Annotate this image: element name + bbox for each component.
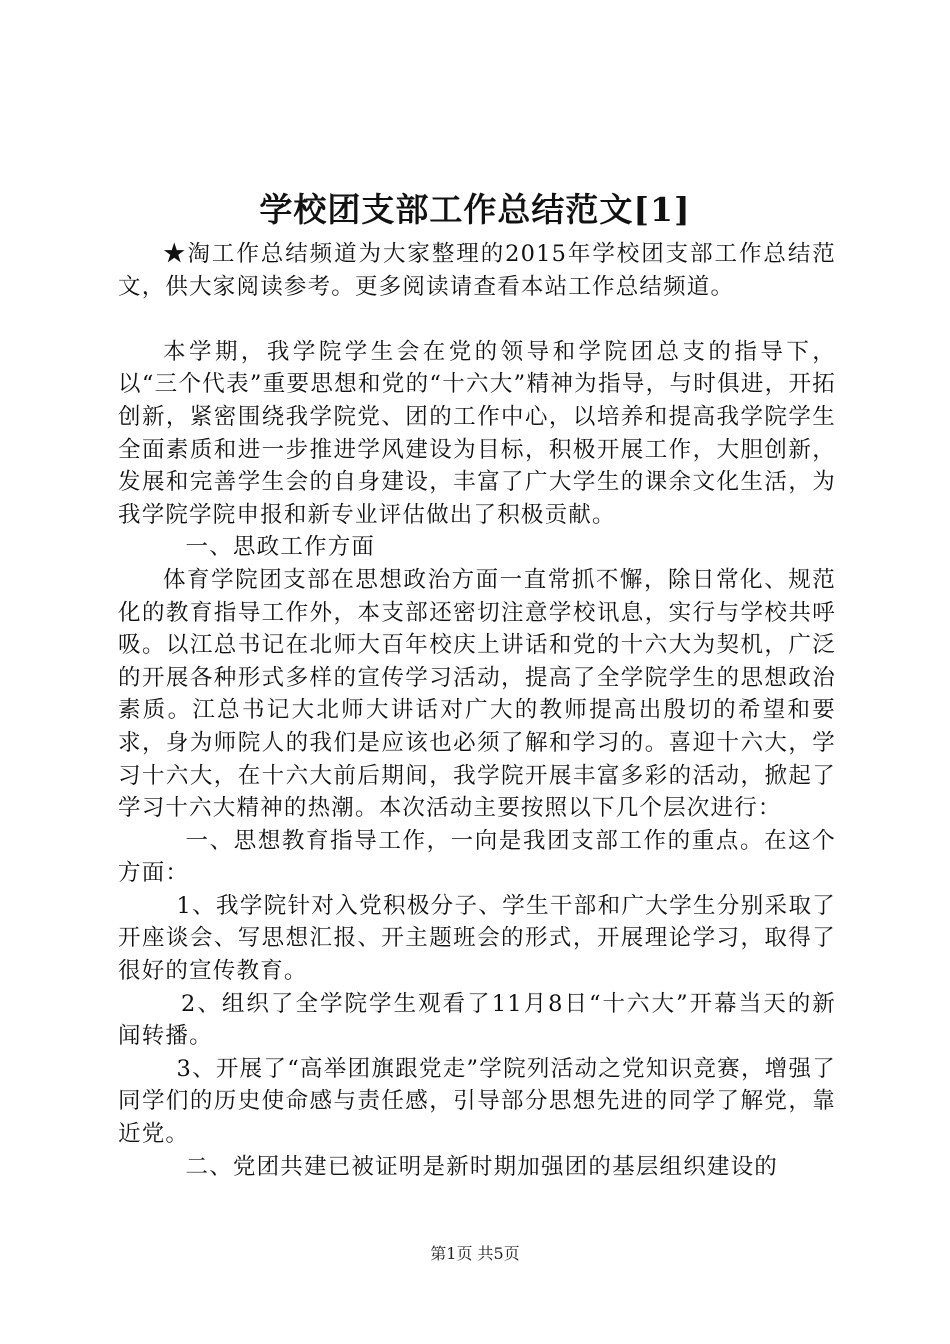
page-footer: 第1页 共5页 — [430, 1244, 520, 1263]
document-body — [118, 238, 836, 1183]
list-item-1: 1、我学院针对入党积极分子、学生干部和广大学生分别采取了开座谈会、写思想汇报、开主题班会的形式，开展理论学习，取得了很好的宣传教育。 — [118, 892, 836, 985]
ideology-paragraph: 体育学院团支部在思想政治方面一直常抓不懈，除日常化、规范化的教育指导工作外，本支部还密切注意学校讯息，实行与学校共呼吸。以江总书记在北师大百年校庆上讲话和党的十六大为契机，广泛的开展各种形式多样的宣传学习活动，提高了全学院学生的思想政治素质。江总书记大北师大讲话对广大的教师提高出殷切的希望和要求，身为师院人的我们是应该也必须了解和学习的。喜迎十六大，学习十六大，在十六大前后期间，我学院开展丰富多彩的活动，掀起了学习十六大精神的热潮。本次活动主要按照以下几个层次进行： — [118, 566, 836, 822]
paragraph-spacer — [118, 303, 836, 336]
document-title: 学校团支部工作总结范文[1] — [259, 190, 691, 229]
list-item-2: 2、组织了全学院学生观看了11月8日“十六大”开幕当天的新闻转播。 — [118, 990, 836, 1050]
summary-paragraph: 本学期，我学院学生会在党的领导和学院团总支的指导下，以“三个代表”重要思想和党的“十六大”精神为指导，与时俱进，开拓创新，紧密围绕我学院党、团的工作中心，以培养和提高我学院学生全面素质和进一步推进学风建设为目标，积极开展工作，大胆创新，发展和完善学生会的自身建设，丰富了广大学生的课余文化生活，为我学院学院申报和新专业评估做出了积极贡献。 — [118, 338, 836, 528]
list-item-3: 3、开展了“高举团旗跟党走”学院列活动之党知识竞赛，增强了同学们的历史使命感与责任感，引导部分思想先进的同学了解党，靠近党。 — [118, 1055, 836, 1148]
section-heading-ideology: 一、思政工作方面 — [185, 534, 376, 561]
party-league-paragraph: 二、党团共建已被证明是新时期加强团的基层组织建设的 — [185, 1153, 779, 1180]
intro-paragraph: ★淘工作总结频道为大家整理的2015年学校团支部工作总结范文，供大家阅读参考。更多阅读请查看本站工作总结频道。 — [118, 241, 836, 300]
education-guidance-paragraph: 一、思想教育指导工作，一向是我团支部工作的重点。在这个方面： — [118, 827, 836, 887]
